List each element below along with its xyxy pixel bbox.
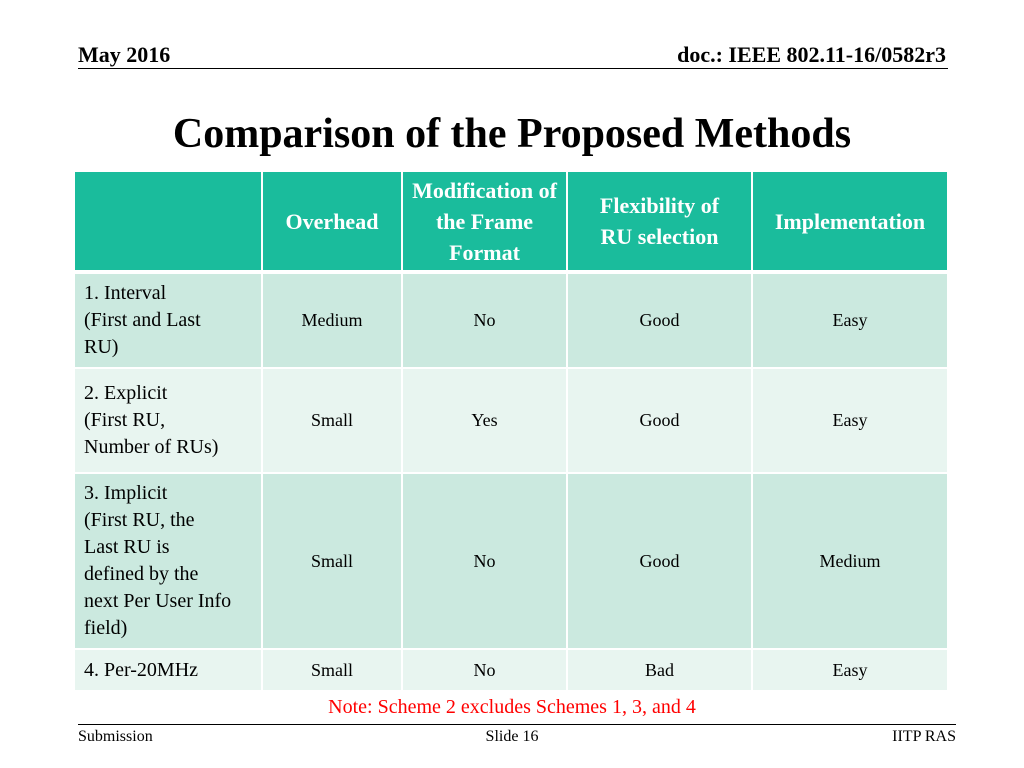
column-header-implementation: Implementation (752, 171, 948, 272)
overhead-cell: Medium (262, 272, 402, 368)
method-line: field) (84, 617, 128, 639)
column-header-method (74, 171, 262, 272)
footer-submission: Submission (78, 728, 153, 745)
table-row (74, 649, 948, 691)
method-line: Number of RUs) (84, 436, 219, 458)
method-line: 4. Per-20MHz (84, 658, 199, 681)
column-header-flexibility-label: Flexibility of RU selection (599, 193, 720, 249)
modification-cell: No (402, 272, 567, 368)
column-header-flexibility (567, 171, 752, 272)
implementation-cell: Easy (752, 272, 948, 368)
overhead-cell: Small (262, 368, 402, 473)
modification-cell: No (402, 473, 567, 649)
table-header-row (74, 171, 948, 272)
method-line: next Per User Info (84, 590, 232, 612)
method-line: RU) (84, 336, 119, 358)
table-row (74, 473, 948, 649)
slide-title: Comparison of the Proposed Methods (172, 111, 852, 157)
footer-slide-number: Slide 16 (485, 728, 539, 745)
method-line: (First RU, (84, 409, 166, 431)
flexibility-cell: Good (567, 368, 752, 473)
header-doc-id: doc.: IEEE 802.11-16/0582r3 (677, 42, 946, 67)
header-date: May 2016 (78, 42, 171, 67)
method-line: defined by the (84, 563, 199, 585)
implementation-cell: Easy (752, 368, 948, 473)
method-cell (74, 649, 262, 691)
overhead-cell: Small (262, 649, 402, 691)
column-header-modification-label: Modification of the Frame Format (412, 177, 557, 265)
table-row (74, 272, 948, 368)
method-line: 2. Explicit (84, 382, 168, 404)
modification-cell: Yes (402, 368, 567, 473)
implementation-cell: Easy (752, 649, 948, 691)
implementation-cell: Medium (752, 473, 948, 649)
method-cell (74, 368, 262, 473)
column-header-modification (402, 171, 567, 272)
method-line: (First and Last (84, 309, 201, 331)
flexibility-cell: Good (567, 272, 752, 368)
overhead-cell: Small (262, 473, 402, 649)
comparison-table (73, 170, 949, 692)
flexibility-cell: Bad (567, 649, 752, 691)
footer-divider (78, 724, 956, 725)
scheme-note: Note: Scheme 2 excludes Schemes 1, 3, and 4 (328, 696, 696, 718)
footer-affiliation: IITP RAS (892, 728, 956, 745)
method-cell (74, 473, 262, 649)
method-line: 3. Implicit (84, 482, 168, 504)
method-cell (74, 272, 262, 368)
flexibility-cell: Good (567, 473, 752, 649)
modification-cell: No (402, 649, 567, 691)
method-line: Last RU is (84, 536, 170, 558)
method-line: (First RU, the (84, 509, 195, 531)
header-divider (78, 68, 948, 69)
method-line: 1. Interval (84, 282, 167, 304)
table-row (74, 368, 948, 473)
column-header-overhead: Overhead (262, 171, 402, 272)
